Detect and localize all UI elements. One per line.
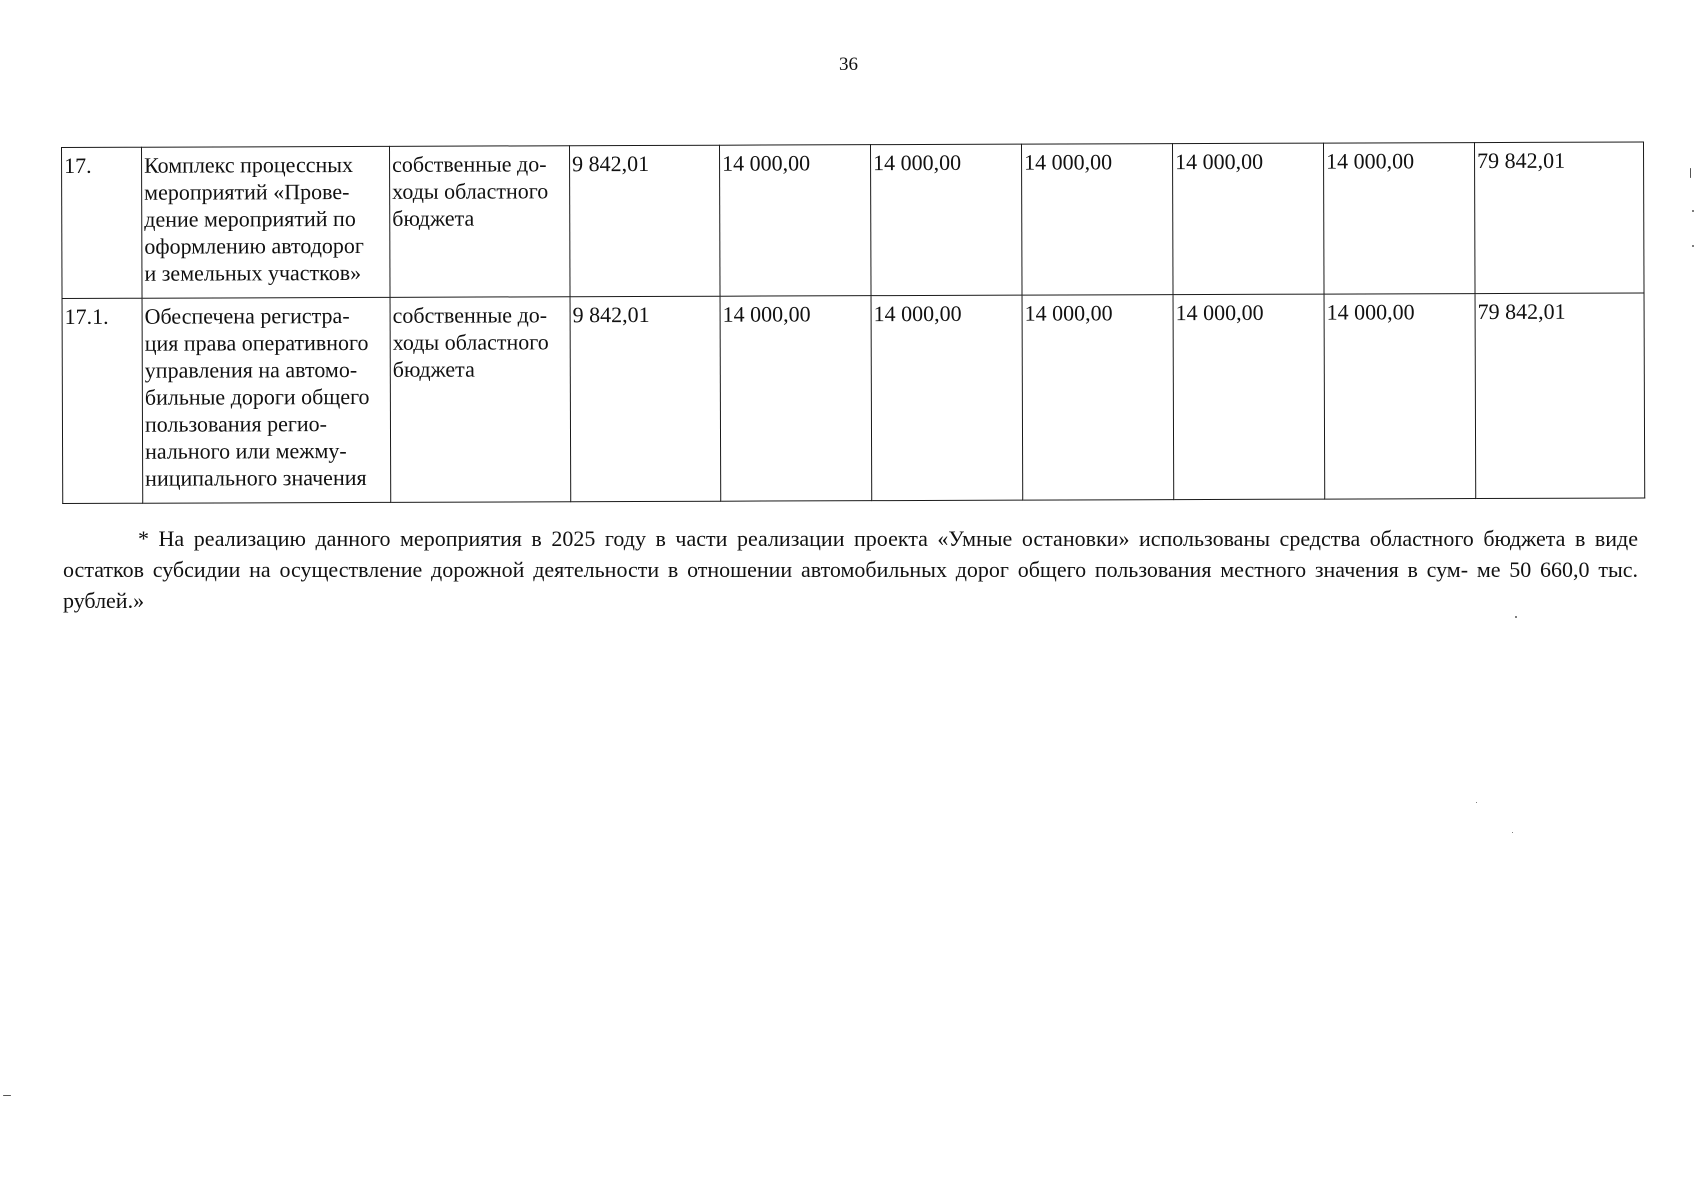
value-cell: 14 000,00 bbox=[870, 144, 1022, 296]
value-cell: 14 000,00 bbox=[1173, 294, 1325, 500]
budget-table-container bbox=[61, 141, 1644, 504]
value-cell: 9 842,01 bbox=[570, 296, 721, 502]
value-cell: 14 000,00 bbox=[1324, 294, 1476, 500]
footnote-line: * На реализацию данного мероприятия в 2025 году в части реализации проекта «Умные остановки» использованы средства областного бюджета bbox=[138, 526, 1566, 551]
scan-speck bbox=[1476, 802, 1477, 803]
scan-speck bbox=[1692, 210, 1694, 212]
scan-speck bbox=[1692, 245, 1694, 247]
scan-speck bbox=[3, 1095, 11, 1096]
value-cell: 14 000,00 bbox=[1021, 144, 1173, 296]
value-cell: 14 000,00 bbox=[720, 296, 872, 502]
total-cell: 79 842,01 bbox=[1475, 293, 1645, 499]
scan-speck bbox=[1515, 616, 1517, 618]
value-cell: 14 000,00 bbox=[719, 145, 871, 297]
value-cell: 9 842,01 bbox=[569, 145, 720, 297]
value-cell: 14 000,00 bbox=[1323, 143, 1475, 295]
budget-table bbox=[61, 141, 1645, 504]
measure-name: Обеспечена регистра- ция права оперативного управления на автомо- бильные дороги общего пользования регио- нального или межму- ниципального значения bbox=[142, 297, 391, 503]
scan-speck bbox=[1690, 168, 1691, 178]
total-cell: 79 842,01 bbox=[1474, 142, 1644, 294]
page-number: 36 bbox=[839, 54, 858, 75]
value-cell: 14 000,00 bbox=[1172, 143, 1324, 295]
scan-speck bbox=[1512, 832, 1513, 833]
funding-source: собственные до- ходы областного бюджета bbox=[390, 297, 571, 503]
value-cell: 14 000,00 bbox=[1022, 295, 1174, 501]
row-number: 17. bbox=[62, 147, 143, 298]
footnote-line: в виде остатков субсидии на осуществление дорожной деятельности в отношении автомобильных дорог общего пользования местного значения в сум- bbox=[63, 526, 1638, 582]
footnote-line: ме 50 660,0 тыс. рублей.» bbox=[63, 557, 1638, 613]
table-row bbox=[62, 293, 1645, 504]
measure-name: Комплекс процессных мероприятий «Прове- дение мероприятий по оформлению автодорог и земельных участков» bbox=[142, 146, 391, 298]
footnote bbox=[63, 523, 1638, 616]
value-cell: 14 000,00 bbox=[871, 295, 1023, 501]
funding-source: собственные до- ходы областного бюджета bbox=[389, 146, 570, 298]
row-number: 17.1. bbox=[62, 298, 143, 503]
table-row bbox=[62, 142, 1645, 299]
